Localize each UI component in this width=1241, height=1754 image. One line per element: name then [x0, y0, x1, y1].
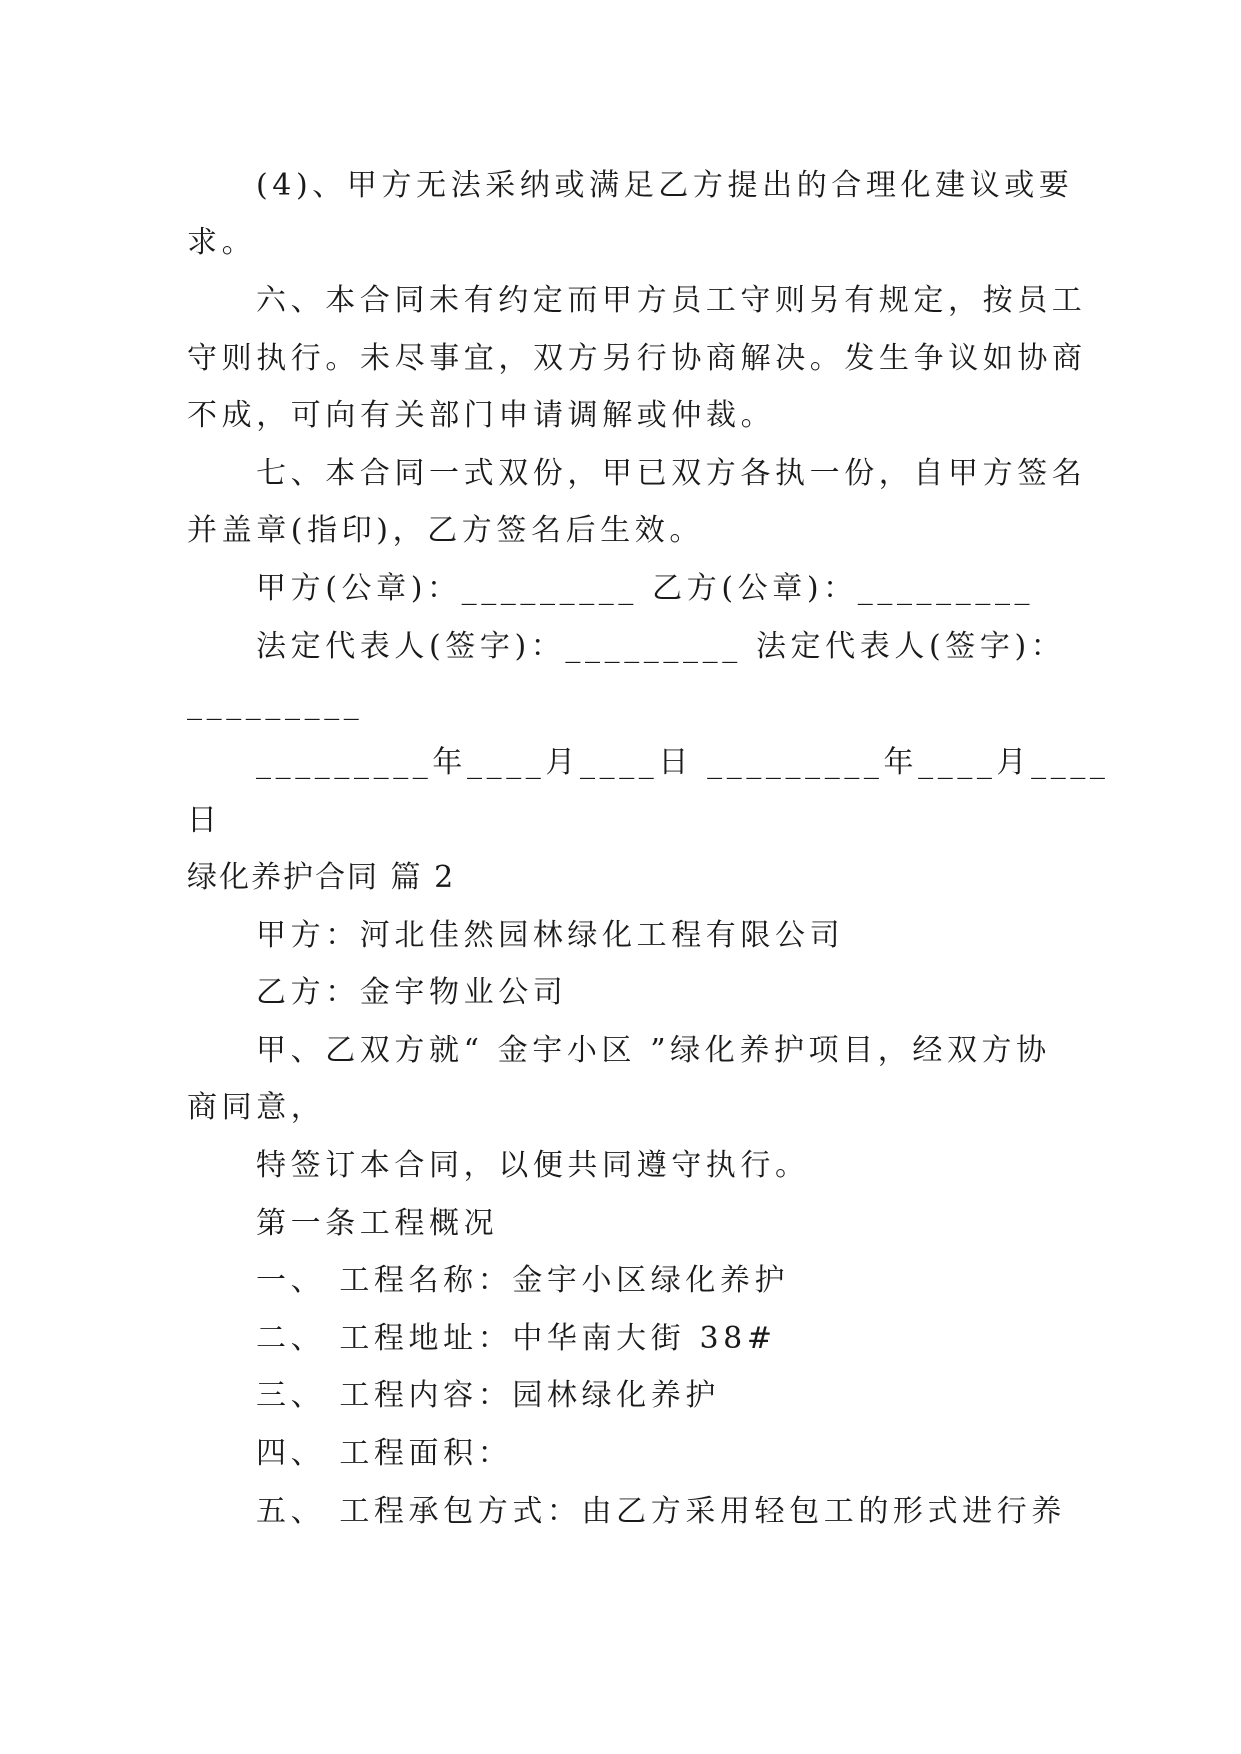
agreement-intro-line-1: 甲、乙双方就“ 金宇小区 ”绿化养护项目，经双方协	[256, 1033, 1051, 1068]
project-name: 一、 工程名称：金宇小区绿化养护	[256, 1263, 790, 1298]
clause-7-line-2: 并盖章(指印)，乙方签名后生效。	[187, 513, 705, 548]
seal-signature-line: 甲方(公章)：_________ 乙方(公章)：_________	[256, 571, 1035, 606]
section-heading: 绿化养护合同 篇 2	[187, 860, 456, 895]
agreement-intro-line-3: 特签订本合同，以便共同遵守执行。	[256, 1148, 810, 1183]
project-area: 四、 工程面积：	[256, 1436, 513, 1471]
date-line: _________年____月____日 _________年____月____	[256, 745, 1110, 780]
contract-method: 五、 工程承包方式：由乙方采用轻包工的形式进行养	[256, 1494, 1066, 1529]
clause-6-line-3: 不成，可向有关部门申请调解或仲裁。	[187, 398, 776, 433]
clause-4-line-2: 求。	[187, 225, 257, 260]
article-1-heading: 第一条工程概况	[256, 1206, 499, 1241]
agreement-intro-line-2: 商同意，	[187, 1090, 326, 1125]
clause-6-line-1: 六、本合同未有约定而甲方员工守则另有规定，按员工	[256, 283, 1087, 318]
clause-7-line-1: 七、本合同一式双份，甲已双方各执一份，自甲方签名	[256, 456, 1087, 491]
clause-4-line-1: (4)、甲方无法采纳或满足乙方提出的合理化建议或要	[256, 168, 1074, 203]
party-a: 甲方：河北佳然园林绿化工程有限公司	[256, 918, 845, 953]
clause-6-line-2: 守则执行。未尽事宜，双方另行协商解决。发生争议如协商	[187, 341, 1087, 376]
representative-signature-blank: _________	[187, 686, 364, 721]
party-b: 乙方：金宇物业公司	[256, 975, 568, 1010]
date-line-end: 日	[187, 803, 222, 838]
project-content: 三、 工程内容：园林绿化养护	[256, 1378, 720, 1413]
representative-signature-line: 法定代表人(签字)：_________ 法定代表人(签字)：	[256, 629, 1066, 664]
project-address: 二、 工程地址：中华南大街 38#	[256, 1321, 777, 1356]
